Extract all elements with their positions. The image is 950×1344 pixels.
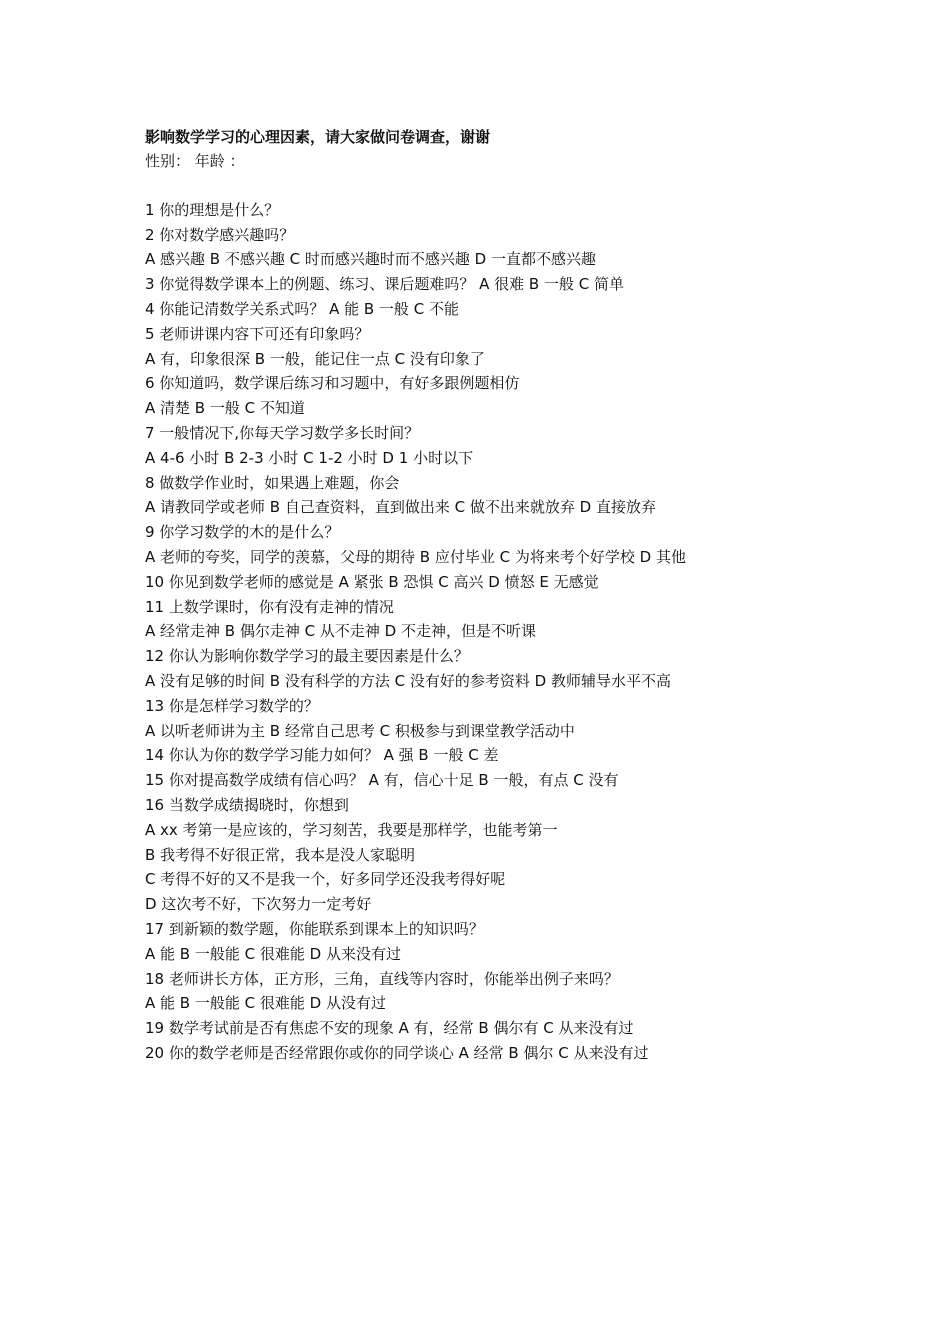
question-line: 19 数学考试前是否有焦虑不安的现象 A 有，经常 B 偶尔有 C 从来没有过: [145, 1019, 634, 1038]
question-line: 3 你觉得数学课本上的例题、练习、课后题难吗？ A 很难 B 一般 C 简单: [145, 275, 624, 294]
question-line: 13 你是怎样学习数学的？: [145, 696, 319, 715]
question-line: 1 你的理想是什么？: [145, 200, 280, 219]
document-title: 影响数学学习的心理因素，请大家做问卷调查，谢谢: [145, 128, 491, 146]
answer-options-line: A 有，印象很深 B 一般，能记住一点 C 没有印象了: [145, 349, 485, 368]
answer-options-line: D 这次考不好，下次努力一定考好: [145, 895, 372, 914]
blank-line: [145, 173, 925, 198]
question-line: 4 你能记清数学关系式吗？ A 能 B 一般 C 不能: [145, 299, 459, 318]
answer-options-line: A 4-6 小时 B 2-3 小时 C 1-2 小时 D 1 小时以下: [145, 448, 474, 467]
question-list: [145, 198, 925, 1066]
answer-options-line: A xx 考第一是应该的，学习刻苦，我要是那样学，也能考第一: [145, 820, 558, 839]
answer-options-line: A 以听老师讲为主 B 经常自己思考 C 积极参与到课堂教学活动中: [145, 721, 575, 740]
question-line: 10 你见到数学老师的感觉是 A 紧张 B 恐惧 C 高兴 D 愤怒 E 无感觉: [145, 572, 599, 591]
answer-options-line: A 能 B 一般能 C 很难能 D 从来没有过: [145, 944, 401, 963]
gender-age-line: 性别： 年龄 ：: [145, 152, 245, 170]
answer-options-line: B 我考得不好很正常，我本是没人家聪明: [145, 845, 416, 864]
question-line: 11 上数学课时，你有没有走神的情况: [145, 597, 394, 616]
answer-options-line: A 老师的夸奖，同学的羡慕，父母的期待 B 应付毕业 C 为将来考个好学校 D 其他: [145, 547, 686, 566]
question-line: 20 你的数学老师是否经常跟你或你的同学谈心 A 经常 B 偶尔 C 从来没有过: [145, 1043, 649, 1062]
answer-options-line: A 请教同学或老师 B 自己查资料，直到做出来 C 做不出来就放弃 D 直接放弃: [145, 498, 656, 517]
answer-options-line: A 能 B 一般能 C 很难能 D 从没有过: [145, 994, 386, 1013]
question-line: 9 你学习数学的木的是什么？: [145, 523, 340, 542]
answer-options-line: C 考得不好的又不是我一个，好多同学还没我考得好呢: [145, 870, 506, 889]
question-line: 14 你认为你的数学学习能力如何？ A 强 B 一般 C 差: [145, 746, 499, 765]
question-line: 18 老师讲长方体，正方形，三角，直线等内容时，你能举出例子来吗？: [145, 969, 619, 988]
answer-options-line: A 清楚 B 一般 C 不知道: [145, 399, 305, 418]
question-line: 16 当数学成绩揭晓时，你想到: [145, 795, 349, 814]
question-line: 8 做数学作业时，如果遇上难题，你会: [145, 473, 400, 492]
question-line: 7 一般情况下,你每天学习数学多长时间？: [145, 423, 420, 442]
answer-options-line: A 感兴趣 B 不感兴趣 C 时而感兴趣时而不感兴趣 D 一直都不感兴趣: [145, 250, 596, 269]
question-line: 5 老师讲课内容下可还有印象吗？: [145, 324, 370, 343]
question-line: 17 到新颖的数学题，你能联系到课本上的知识吗？: [145, 919, 484, 938]
document-body: [145, 125, 925, 1066]
question-line: 15 你对提高数学成绩有信心吗？ A 有，信心十足 B 一般，有点 C 没有: [145, 771, 619, 790]
question-line: 12 你认为影响你数学学习的最主要因素是什么？: [145, 647, 469, 666]
answer-options-line: A 没有足够的时间 B 没有科学的方法 C 没有好的参考资料 D 教师辅导水平不高: [145, 671, 671, 690]
answer-options-line: A 经常走神 B 偶尔走神 C 从不走神 D 不走神，但是不听课: [145, 622, 536, 641]
question-line: 6 你知道吗，数学课后练习和习题中，有好多跟例题相仿: [145, 374, 520, 393]
question-line: 2 你对数学感兴趣吗？: [145, 225, 295, 244]
